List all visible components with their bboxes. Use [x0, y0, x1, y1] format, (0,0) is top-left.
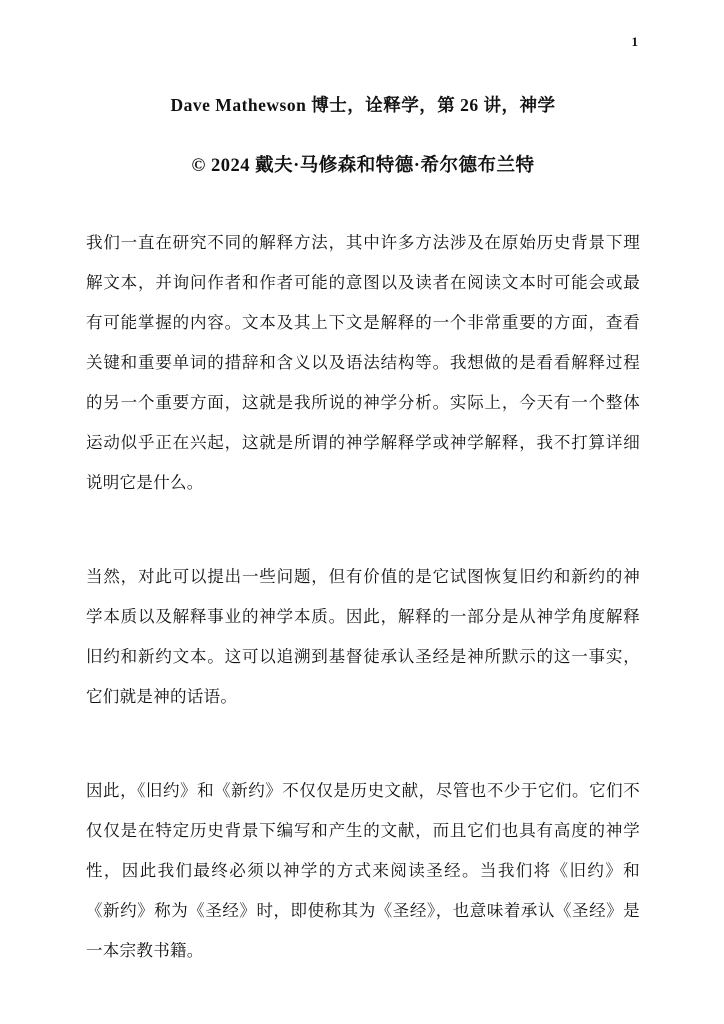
paragraph-2: 当然，对此可以提出一些问题，但有价值的是它试图恢复旧约和新约的神学本质以及解释事业的神学本质。因此，解释的一部分是从神学角度解释旧约和新约文本。这可以追溯到基督徒承认圣经是神所默示的这一事实，它们就是神的话语。 [86, 567, 640, 706]
page-number: 1 [631, 34, 638, 49]
copyright-line: © 2024 戴夫·马修森和特德·希尔德布兰特 [191, 156, 535, 176]
document-body [86, 223, 640, 971]
paragraph-3: 因此，《旧约》和《新约》不仅仅是历史文献，尽管也不少于它们。它们不仅仅是在特定历史背景下编写和产生的文献，而且它们也具有高度的神学性，因此我们最终必须以神学的方式来阅读圣经。当我们将《旧约》和《新约》称为《圣经》时，即使称其为《圣经》，也意味着承认《圣经》是一本宗教书籍。 [86, 781, 640, 960]
document-title: Dave Mathewson 博士，诠释学，第 26 讲，神学 [170, 95, 556, 115]
paragraph-1: 我们一直在研究不同的解释方法，其中许多方法涉及在原始历史背景下理解文本，并询问作者和作者可能的意图以及读者在阅读文本时可能会或最有可能掌握的内容。文本及其上下文是解释的一个非常重要的方面，查看关键和重要单词的措辞和含义以及语法结构等。我想做的是看看解释过程的另一个重要方面，这就是我所说的神学分析。实际上，今天有一个整体运动似乎正在兴起，这就是所谓的神学解释学或神学解释，我不打算详细说明它是什么。 [86, 233, 640, 492]
